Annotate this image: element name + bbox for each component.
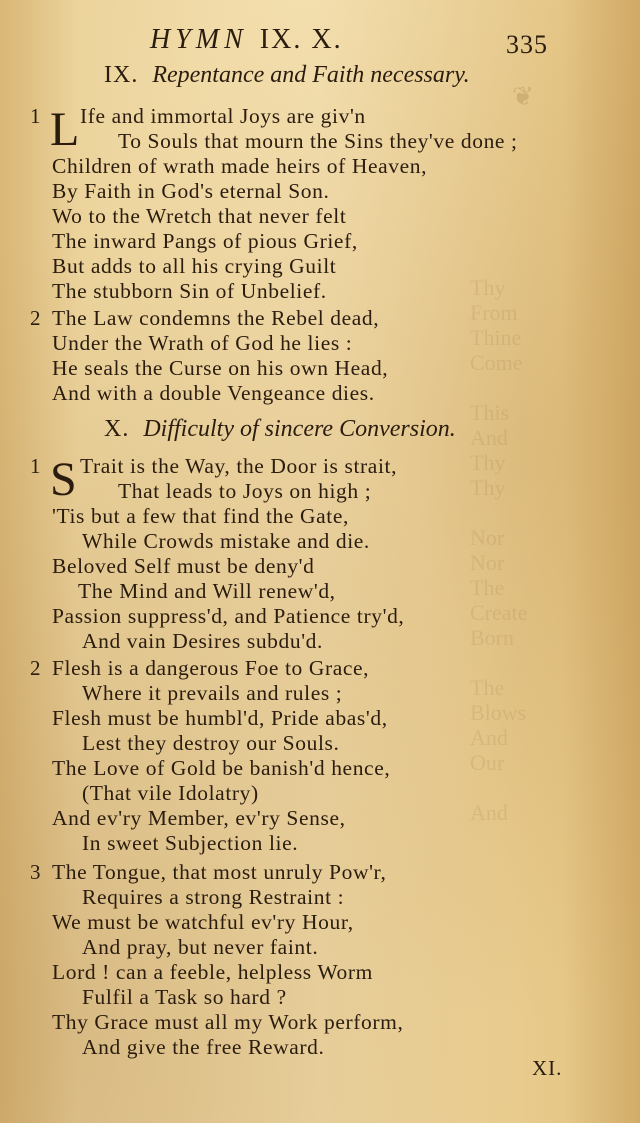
hymn-title: Repentance and Faith necessary. <box>152 62 470 88</box>
verse-line: Beloved Self must be deny'd <box>52 554 315 578</box>
verse-line: And vain Desires subdu'd. <box>82 629 324 653</box>
verse-line: The stubborn Sin of Unbelief. <box>52 279 327 303</box>
show-through-text: Thy From Thine Come This And Thy Thy Nor Nor The Create Born The Blows And Our And <box>470 275 528 825</box>
verse-line: That leads to Joys on high ; <box>118 479 372 503</box>
verse-line: Passion suppress'd, and Patience try'd, <box>52 604 405 628</box>
verse-line-text: The Law condemns the Rebel dead, <box>52 306 380 330</box>
verse-line: By Faith in God's eternal Son. <box>52 179 330 203</box>
verse-line <box>30 306 630 331</box>
verse-line: And with a double Vengeance dies. <box>52 381 375 405</box>
verse-line: While Crowds mistake and die. <box>82 529 370 553</box>
hymn-heading <box>104 416 456 443</box>
page-number: 335 <box>506 30 548 59</box>
running-head-numerals: IX. X. <box>259 24 343 55</box>
flourish-ornament: ❦ <box>512 82 534 111</box>
stanza <box>30 656 630 856</box>
verse-line <box>30 656 630 681</box>
verse-line: Children of wrath made heirs of Heaven, <box>52 154 428 178</box>
verse-line: In sweet Subjection lie. <box>82 831 299 855</box>
stanza <box>30 104 630 304</box>
running-head <box>0 24 640 60</box>
hymn-heading <box>104 62 470 89</box>
stanza <box>30 860 630 1060</box>
verse-line: Lord ! can a feeble, helpless Worm <box>52 960 373 984</box>
verse-line: The inward Pangs of pious Grief, <box>52 229 358 253</box>
hymn-title: Difficulty of sincere Conversion. <box>143 416 456 442</box>
verse-line: But adds to all his crying Guilt <box>52 254 337 278</box>
verse-line-text: Flesh is a dangerous Foe to Grace, <box>52 656 370 680</box>
drop-cap: S <box>50 453 78 506</box>
verse-line: And give the free Reward. <box>82 1035 325 1059</box>
verse-line: And ev'ry Member, ev'ry Sense, <box>52 806 346 830</box>
hymn-number: X. <box>104 416 130 442</box>
verse-line-text: Trait is the Way, the Door is strait, <box>80 454 398 478</box>
verse-line: The Love of Gold be banish'd hence, <box>52 756 391 780</box>
stanza-number: 2 <box>30 306 42 330</box>
verse-line: To Souls that mourn the Sins they've done ; <box>118 129 518 153</box>
verse-line: 'Tis but a few that find the Gate, <box>52 504 349 528</box>
verse-line: And pray, but never faint. <box>82 935 319 959</box>
stanza-number: 1 <box>30 454 42 478</box>
verse-line <box>30 860 630 885</box>
verse-line: Under the Wrath of God he lies : <box>52 331 353 355</box>
verse-line: Wo to the Wretch that never felt <box>52 204 347 228</box>
verse-line: We must be watchful ev'ry Hour, <box>52 910 354 934</box>
verse-line: Lest they destroy our Souls. <box>82 731 340 755</box>
stanza-number: 1 <box>30 104 42 128</box>
stanza <box>30 454 630 654</box>
running-head-title <box>150 24 343 56</box>
verse-line: Fulfil a Task so hard ? <box>82 985 287 1009</box>
stanza-number: 3 <box>30 860 42 884</box>
catchword: XI. <box>532 1056 563 1080</box>
running-head-hymn: HYMN <box>150 24 248 55</box>
verse-line: Thy Grace must all my Work perform, <box>52 1010 404 1034</box>
drop-cap: L <box>50 103 80 156</box>
verse-line: (That vile Idolatry) <box>82 781 259 805</box>
stanza-number: 2 <box>30 656 42 680</box>
verse-line: He seals the Curse on his own Head, <box>52 356 389 380</box>
hymn-number: IX. <box>104 62 139 88</box>
verse-line-text: Ife and immortal Joys are giv'n <box>80 104 366 128</box>
verse-line: Flesh must be humbl'd, Pride abas'd, <box>52 706 388 730</box>
stanza <box>30 306 630 406</box>
verse-line-text: The Tongue, that most unruly Pow'r, <box>52 860 387 884</box>
verse-line: The Mind and Will renew'd, <box>78 579 336 603</box>
verse-line: Where it prevails and rules ; <box>82 681 343 705</box>
verse-line: Requires a strong Restraint : <box>82 885 345 909</box>
